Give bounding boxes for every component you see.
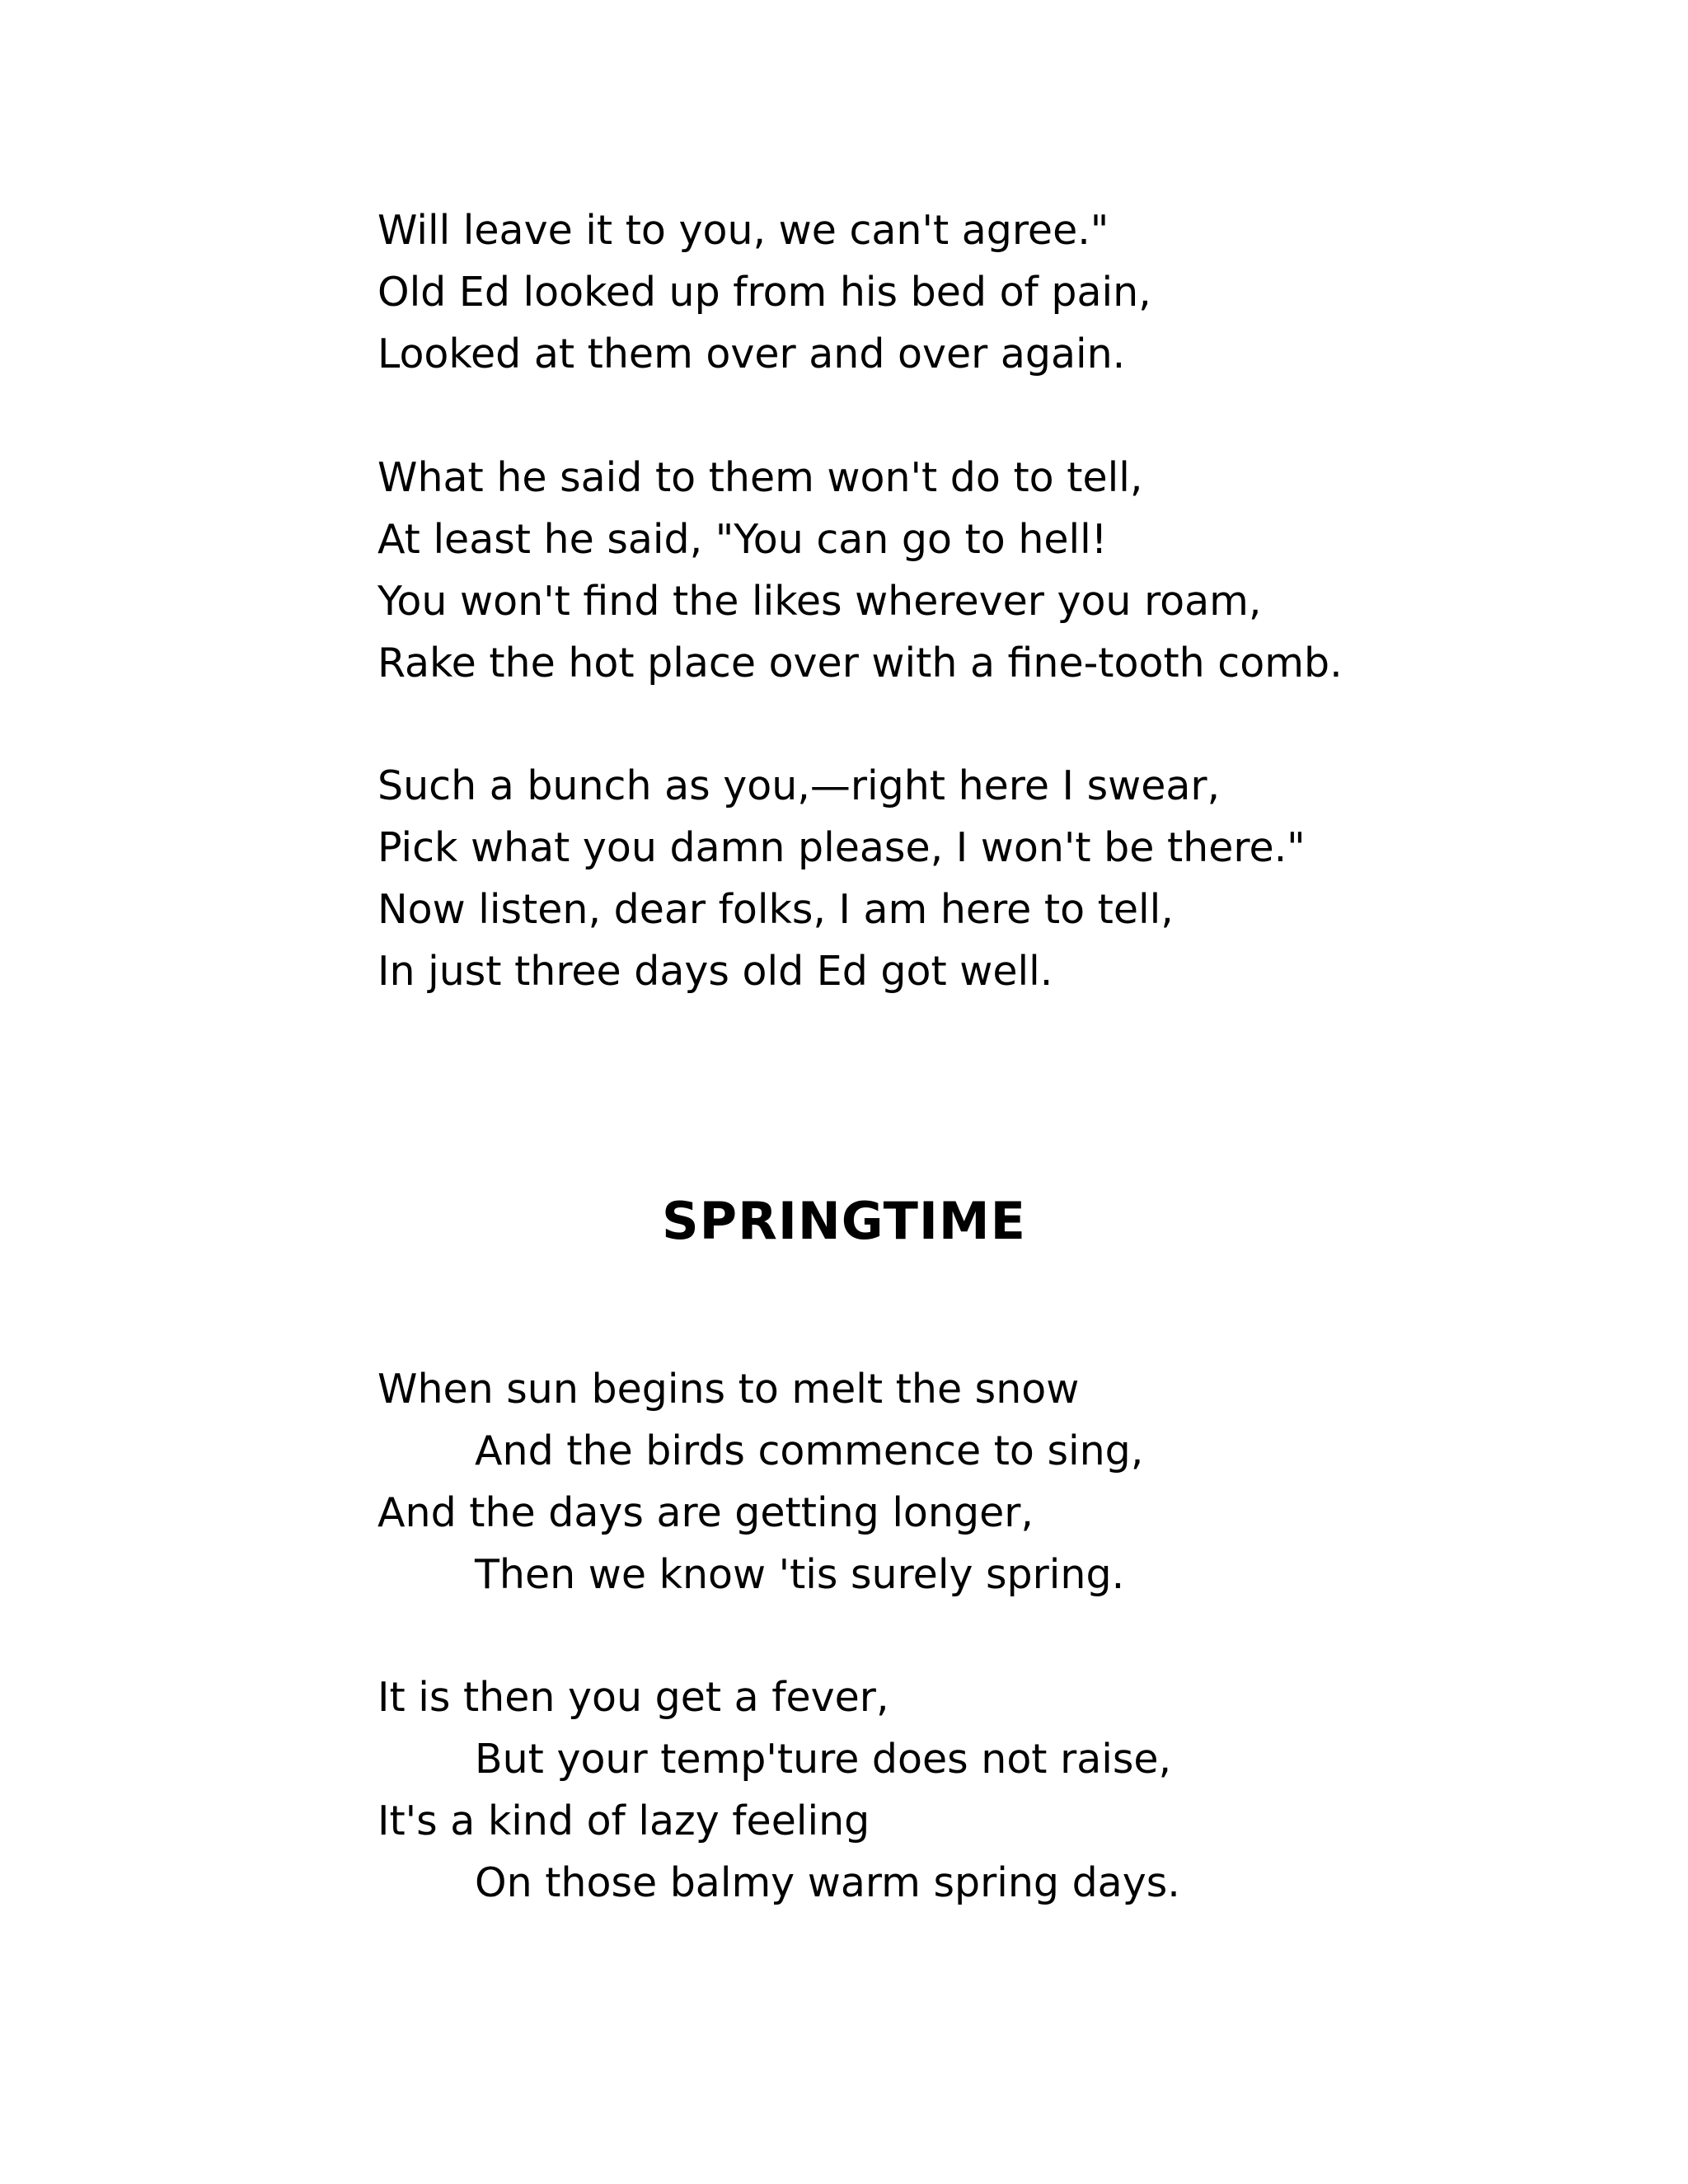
poem-line: At least he said, "You can go to hell! [377,516,1108,563]
poem-line-indented: Then we know 'tis surely spring. [475,1551,1125,1598]
poem-line: Will leave it to you, we can't agree." [377,207,1109,254]
poem-line: It's a kind of lazy feeling [377,1797,870,1844]
poem-line: And the days are getting longer, [377,1489,1034,1536]
poem-line: Such a bunch as you,—right here I swear, [377,762,1221,809]
poem-line: Looked at them over and over again. [377,330,1126,377]
poem-line: What he said to them won't do to tell, [377,454,1143,501]
poem-line: In just three days old Ed got well. [377,948,1053,995]
poem-line: Now listen, dear folks, I am here to tell, [377,886,1174,933]
poem-line: You won't find the likes wherever you roam, [377,578,1262,625]
poem-title: SPRINGTIME [661,1191,1026,1251]
poem2-stanza-1 [377,1358,1531,1605]
poem-line: Old Ed looked up from his bed of pain, [377,269,1151,316]
poem-line-indented: On those balmy warm spring days. [475,1859,1180,1906]
poem2-stanza-2 [377,1666,1531,1914]
poem1-stanza-2 [377,447,1531,694]
poem-line-indented: But your temp'ture does not raise, [475,1736,1172,1783]
poem1-stanza-3 [377,755,1531,1002]
poem-line: It is then you get a fever, [377,1674,889,1721]
poem-line: Rake the hot place over with a fine-tooth comb. [377,640,1343,687]
poem-line: Pick what you damn please, I won't be there." [377,824,1306,871]
poem-line: When sun begins to melt the snow [377,1366,1080,1413]
poem-line-indented: And the birds commence to sing, [475,1427,1144,1474]
poem1-stanza-1 [377,199,1531,385]
